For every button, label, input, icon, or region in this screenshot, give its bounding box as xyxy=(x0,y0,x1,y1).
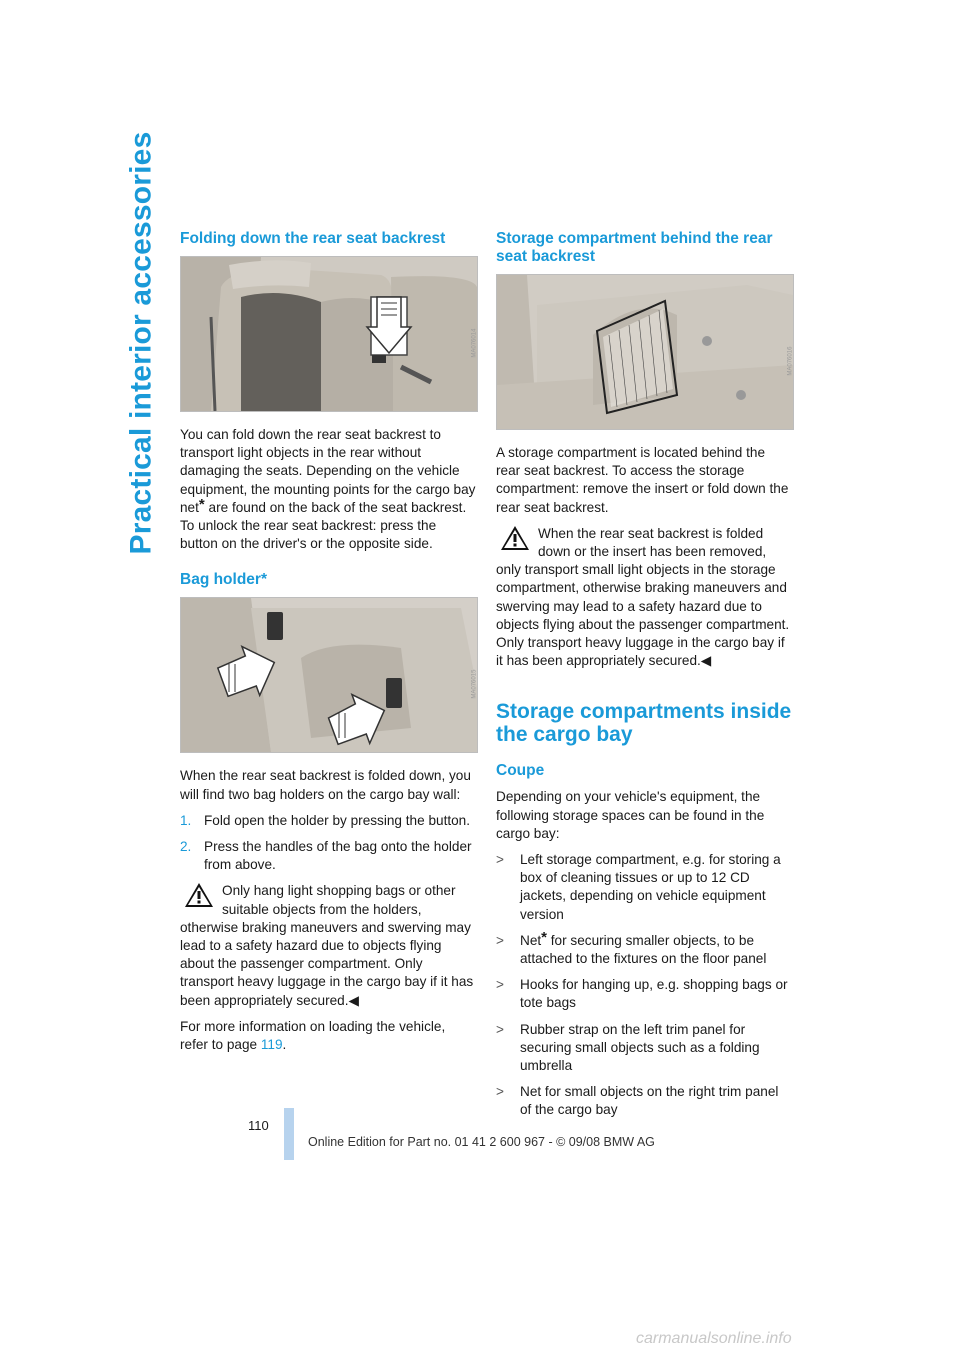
bullet-arrow: > xyxy=(496,852,504,868)
footer-accent-bar xyxy=(284,1108,294,1160)
bullet-text: Hooks for hanging up, e.g. shopping bags or tote bags xyxy=(520,977,788,1011)
coupe-intro: Depending on your vehicle's equipment, the following storage spaces can be found in the cargo bay: xyxy=(496,789,765,841)
chapter-side-title xyxy=(124,18,158,668)
bullet-arrow: > xyxy=(496,1021,504,1037)
storage-compartment-illustration xyxy=(497,275,793,429)
more-info-text: For more information on loading the vehicle, refer to page xyxy=(180,1018,446,1053)
bullet-text: Left storage compartment, e.g. for storing a box of cleaning tissues or up to 12 CD jackets, depending on vehicle equipment version xyxy=(520,852,781,922)
folding-heading: Folding down the rear seat backrest xyxy=(180,230,446,247)
more-info-paragraph xyxy=(180,1018,476,1054)
storage-paragraph: A storage compartment is located behind the rear seat backrest. To access the storage compartment: remove the insert or fold down the rear seat backrest. xyxy=(496,445,789,515)
bag-steps-list xyxy=(180,812,476,875)
list-item xyxy=(180,812,476,830)
bag-holder-heading: Bag holder* xyxy=(180,571,267,589)
bullet-text-pre: Net xyxy=(520,932,542,948)
warning-icon xyxy=(500,525,530,551)
step-number: 1. xyxy=(180,812,192,828)
warning-icon xyxy=(184,882,214,908)
list-item xyxy=(496,928,792,968)
more-info-end: . xyxy=(282,1037,287,1053)
list-item xyxy=(496,976,792,1012)
optional-star: * xyxy=(541,928,547,946)
edition-footer: Online Edition for Part no. 01 41 2 600 967 - © 09/08 BMW AG xyxy=(308,1135,655,1149)
chapter-title-text: Practical interior accessories xyxy=(124,131,158,555)
storage-warning xyxy=(496,525,792,671)
rear-seat-photo xyxy=(180,256,478,412)
site-watermark: carmanualsonline.info xyxy=(636,1330,792,1347)
bag-holder-photo xyxy=(180,597,478,753)
storage-heading: Storage compartment behind the rear seat backrest xyxy=(496,230,773,265)
bag-warning-text: Only hang light shopping bags or other suitable objects from the holders, otherwise braking maneuvers and swerving may lead to a safety hazard due to objects flying about the passenger compartment. Only transport heavy luggage in the cargo bay if it has been appropriately secured. xyxy=(180,883,474,1008)
optional-star: * xyxy=(198,495,205,513)
list-item xyxy=(180,838,476,874)
bag-holder-illustration xyxy=(181,598,477,752)
list-item xyxy=(496,851,792,924)
photo-code: MA076016 xyxy=(787,346,794,376)
bullet-arrow: > xyxy=(496,977,504,993)
folding-paragraph xyxy=(180,426,476,553)
rear-seat-illustration xyxy=(181,257,477,411)
end-mark: ◀ xyxy=(700,653,712,669)
bullet-text-post: for securing smaller objects, to be attached to the fixtures on the floor panel xyxy=(520,932,767,967)
step-text: Press the handles of the bag onto the holder from above. xyxy=(204,839,472,873)
photo-code: MA076014 xyxy=(471,328,478,358)
storage-warning-text: When the rear seat backrest is folded down or the insert has been removed, only transport small light objects in the storage compartment, otherwise braking maneuvers and swerving may lead to a safety hazard due to objects flying about the passenger compartment. Only transport heavy luggage in the cargo bay if it has been appropriately secured. xyxy=(496,525,790,669)
bullet-arrow: > xyxy=(496,932,504,948)
list-item xyxy=(496,1083,792,1119)
coupe-heading: Coupe xyxy=(496,762,545,780)
bullet-arrow: > xyxy=(496,1084,504,1100)
step-number: 2. xyxy=(180,839,192,855)
section-heading: Storage compartments inside the cargo bay xyxy=(496,700,792,747)
folding-text-2: are found on the back of the seat backrest. To unlock the rear seat backrest: press the button on the driver's or the opposite side. xyxy=(180,499,467,552)
left-column xyxy=(180,230,476,1062)
list-item xyxy=(496,1021,792,1076)
page-reference-link[interactable]: 119 xyxy=(260,1037,283,1053)
right-column xyxy=(496,230,792,1128)
bullet-text: Net for small objects on the right trim panel of the cargo bay xyxy=(520,1084,779,1118)
folding-text-1: You can fold down the rear seat backrest to transport light objects in the rear without damaging the seats. Depending on the vehicle equipment, the mounting points for the cargo bay net xyxy=(180,427,476,515)
page-number: 110 xyxy=(248,1118,269,1133)
coupe-storage-list xyxy=(496,851,792,1120)
bag-warning xyxy=(180,882,476,1009)
end-mark: ◀ xyxy=(348,992,359,1008)
photo-code: MA076015 xyxy=(471,670,478,700)
bullet-text: Rubber strap on the left trim panel for securing small objects such as a folding umbrella xyxy=(520,1021,760,1074)
step-text: Fold open the holder by pressing the button. xyxy=(204,812,471,828)
storage-compartment-photo xyxy=(496,274,794,430)
bag-intro: When the rear seat backrest is folded down, you will find two bag holders on the cargo bay wall: xyxy=(180,768,471,802)
